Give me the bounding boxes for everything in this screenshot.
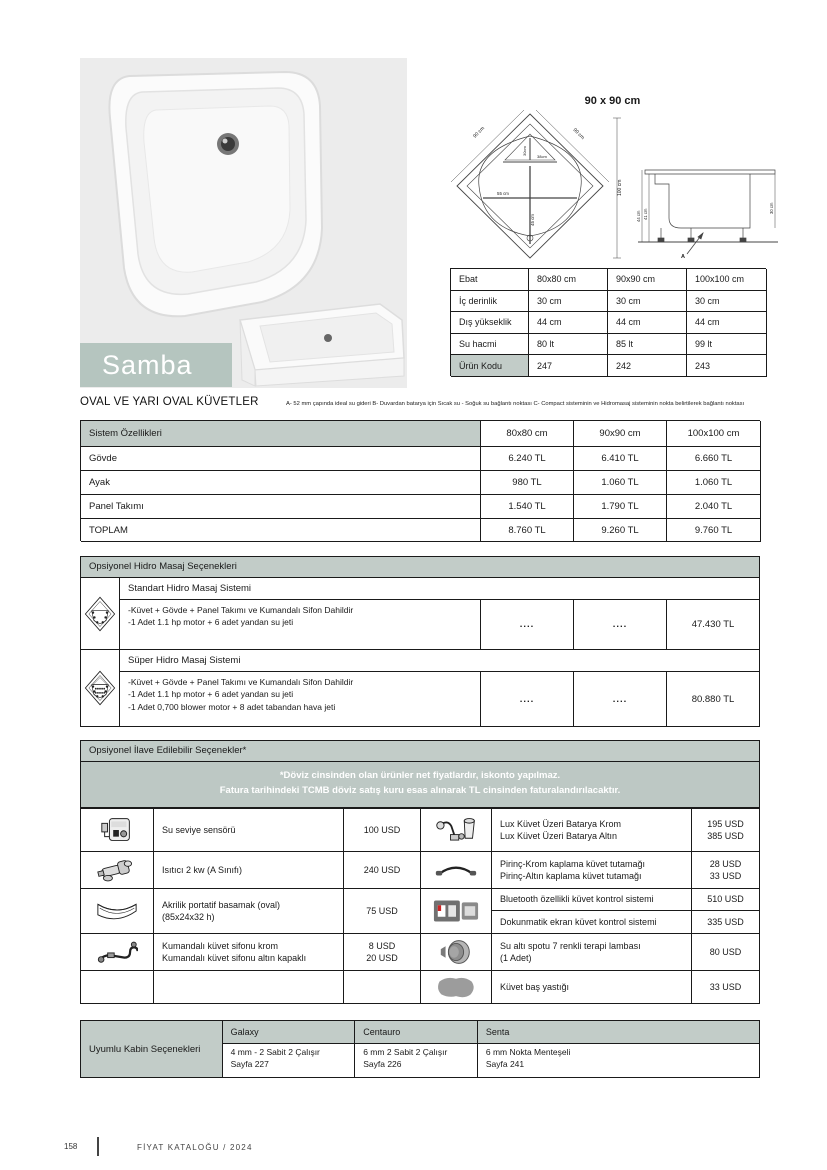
extras-table-right [420,808,760,1004]
dim-height: 100 cm [617,179,623,196]
spec-table [450,268,766,376]
extras-price-line: 240 USD [363,864,401,875]
extras-price [344,852,421,889]
price-table-header: Sistem Özellikleri [81,421,481,447]
legend-note: A- 52 mm çapında ideal su gideri B- Duvardan batarya için Sıcak su - Soğuk su bağlantı noktası C- Compact sisteminin ve Hidromasaj sisteminin nokta belirtilerek bağlantı noktası [286,401,745,407]
cabins-section-title: Uyumlu Kabin Seçenekleri [81,1021,223,1077]
page-number: 158 [64,1142,78,1151]
extras-price [692,971,760,1004]
spec-cell: 30 cm [529,291,608,313]
price-cell: 6.240 TL [481,447,574,471]
dim-side-right: 30 cm [769,202,774,214]
currency-note-line: Fatura tarihindeki TCMB döviz satış kuru esas alınarak TL cinsinden faturalandırılacaktır. [219,784,621,796]
extras-label-line: Kumandalı küvet sifonu krom [162,940,279,951]
extras-label-line: Pirinç-Altın kaplama küvet tutamağı [500,871,642,881]
dim-edge-left: 90 cm [472,125,487,140]
extras-label-line: (85x24x32 h) [162,912,215,922]
hydro-option-description [120,672,480,726]
standard-hydro-tub-icon [81,578,120,649]
spec-cell: 30 cm [608,291,687,313]
hydro-dots-cell: .... [480,672,573,726]
cabin-name: Senta [478,1021,759,1044]
price-cell: 1.790 TL [574,495,667,519]
extras-price-line: 100 USD [363,824,401,835]
cabin-page-ref: Sayfa 227 [230,1058,269,1069]
extras-price [344,934,421,971]
extras-item-label [492,934,692,971]
spec-label: Ebat [451,269,529,291]
price-cell: 980 TL [481,471,574,495]
extras-label-line: Isıtıcı 2 kw (A Sınıfı) [162,864,243,875]
extras-table-left [80,808,420,1004]
hydro-options-table [80,578,760,727]
extras-item-label [154,852,344,889]
spec-cell: 30 cm [687,291,767,313]
hydro-option-description [120,600,480,649]
extras-item-label [154,809,344,852]
extras-empty-cell [81,971,154,1004]
spec-cell: 44 cm [529,312,608,334]
extras-item-label [154,934,344,971]
extras-price-line: 28 USD [709,858,742,869]
cabin-spec [355,1044,477,1077]
spec-cell: 99 lt [687,334,767,356]
extras-price-line: 510 USD [707,894,744,905]
extras-label-line: Kumandalı küvet sifonu altın kapaklı [162,953,307,963]
dim-inner-h: 55 cm [497,191,509,196]
corner-bathtub-photo [80,58,407,388]
price-cell: 2.040 TL [667,495,761,519]
currency-note [80,762,760,808]
footer-divider [97,1137,99,1156]
price-row-label: Ayak [81,471,481,495]
hydro-desc-line: -Küvet + Gövde + Panel Takımı ve Kumandalı Sifon Dahildir [128,605,354,615]
cabin-spec-line: 4 mm - 2 Sabit 2 Çalışır [230,1047,320,1057]
price-cell: 8.760 TL [481,519,574,542]
extras-price [692,889,760,911]
extras-price [344,809,421,852]
price-table [80,420,760,541]
extras-label-line: Su seviye sensörü [162,824,236,835]
price-row-label: Panel Takımı [81,495,481,519]
spec-cell: 44 cm [687,312,767,334]
extras-price-line: 385 USD [707,831,744,841]
hydro-dots-cell: .... [480,600,573,649]
extras-item-label [492,889,692,911]
extras-price-line: 8 USD [368,940,396,951]
extras-item-label [492,911,692,934]
price-cell: 9.260 TL [574,519,667,542]
hydro-price-cell: 47.430 TL [666,600,759,649]
hydro-price-cell: 80.880 TL [666,672,759,726]
spec-label: İç derinlik [451,291,529,313]
hydro-option-super [81,650,759,726]
extras-empty-cell [344,971,421,1004]
headrest-pillow-icon [420,971,492,1004]
hydro-option-name: Standart Hidro Masaj Sistemi [120,578,759,600]
size-column-header: 80x80 cm [481,421,574,447]
extras-item-label [492,971,692,1004]
extras-item-label [492,809,692,852]
size-column-header: 100x100 cm [667,421,761,447]
extras-price-line: 33 USD [709,981,742,992]
hydro-option-name: Süper Hidro Masaj Sistemi [120,650,759,672]
extras-label-line: Su altı spotu 7 renkli terapi lambası [500,940,641,951]
extras-empty-cell [154,971,344,1004]
dim-inner-v: 45 cm [530,214,535,226]
extras-price-line: 75 USD [366,905,398,916]
spec-cell: 247 [529,355,608,377]
drain-arrow-label: A [681,254,685,260]
cabin-column-centauro [355,1021,478,1077]
extras-label-line: Küvet baş yastığı [500,981,570,992]
hydro-section-title: Opsiyonel Hidro Masaj Seçenekleri [80,556,760,578]
price-cell: 1.540 TL [481,495,574,519]
spec-label: Dış yükseklik [451,312,529,334]
heater-icon [81,852,154,889]
cabin-spec-line: 6 mm 2 Sabit 2 Çalışır [363,1047,448,1057]
spec-cell: 80 lt [529,334,608,356]
technical-drawing [445,110,780,262]
price-cell: 1.060 TL [574,471,667,495]
extras-item-label [154,889,344,934]
extras-label-line: Pirinç-Krom kaplama küvet tutamağı [500,858,646,869]
spec-cell: 90x90 cm [608,269,687,291]
product-photo-area [80,58,407,388]
tub-siphon-icon [81,934,154,971]
dim-inner-top-w: 38cm [537,154,547,159]
spec-cell: 243 [687,355,767,377]
hydro-dots-cell: .... [573,600,666,649]
category-heading: OVAL VE YARI OVAL KÜVETLER [80,396,259,408]
price-cell: 6.660 TL [667,447,761,471]
hydro-desc-line: -Küvet + Gövde + Panel Takımı ve Kumandalı Sifon Dahildir [128,677,354,687]
price-cell: 1.060 TL [667,471,761,495]
underwater-spot-icon [420,934,492,971]
extras-price [692,911,760,934]
extras-label-line: (1 Adet) [500,953,532,963]
cabins-table [80,1020,760,1078]
currency-note-line: *Döviz cinsinden olan ürünler net fiyatlardır, iskonto yapılmaz. [279,770,561,781]
super-hydro-tub-icon [81,650,120,726]
price-cell: 6.410 TL [574,447,667,471]
extras-price [692,852,760,889]
spec-cell: 44 cm [608,312,687,334]
spec-cell: 242 [608,355,687,377]
extras-section-title: Opsiyonel İlave Edilebilir Seçenekler* [80,740,760,762]
dim-side-inner: 41 cm [643,208,648,220]
water-level-sensor-icon [81,809,154,852]
cabin-name: Galaxy [223,1021,355,1044]
extras-label-line: Akrilik portatif basamak (oval) [162,899,281,910]
extras-price-line: 80 USD [709,946,742,957]
hydro-dots-cell: .... [573,672,666,726]
cabin-spec [478,1044,759,1077]
extras-label-line: Lux Küvet Üzeri Batarya Altın [500,831,618,841]
dim-edge-right: 90 cm [571,127,586,142]
hydro-desc-line: -1 Adet 0,700 blower motor + 8 adet tabandan hava jeti [128,701,336,712]
cabin-column-galaxy [223,1021,356,1077]
extras-label-line: Bluetooth özellikli küvet kontrol sistemi [500,894,654,905]
extras-price-line: 195 USD [707,818,744,829]
portable-step-icon [81,889,154,934]
extras-item-label [492,852,692,889]
size-column-header: 90x90 cm [574,421,667,447]
extras-price [344,889,421,934]
hydro-option-standard [81,578,759,650]
hydro-desc-line: -1 Adet 1.1 hp motor + 6 adet yandan su jeti [128,689,294,700]
spec-cell: 80x80 cm [529,269,608,291]
extras-price-line: 33 USD [709,871,742,881]
drawing-title: 90 x 90 cm [584,95,641,107]
price-row-label-total: TOPLAM [81,519,481,542]
extras-price-line: 335 USD [707,916,744,927]
extras-label-line: Dokunmatik ekran küvet kontrol sistemi [500,916,657,927]
cabin-page-ref: Sayfa 226 [363,1058,402,1069]
spec-label-product-code: Ürün Kodu [451,355,529,377]
control-panel-icon [420,889,492,934]
product-name-label: Samba [80,343,232,387]
dim-inner-top-h: 30cm [522,146,527,156]
cabin-spec [223,1044,355,1077]
catalog-footer-label: FİYAT KATALOĞU / 2024 [137,1143,253,1152]
hydro-desc-line: -1 Adet 1.1 hp motor + 6 adet yandan su jeti [128,617,294,628]
extras-price-line: 20 USD [366,953,398,963]
grab-handle-icon [420,852,492,889]
cabin-page-ref: Sayfa 241 [485,1058,525,1069]
spec-cell: 100x100 cm [687,269,767,291]
extras-price [692,934,760,971]
extras-price [692,809,760,852]
extras-label-line: Lux Küvet Üzeri Batarya Krom [500,818,622,829]
spec-cell: 85 lt [608,334,687,356]
deck-faucet-icon [420,809,492,852]
price-row-label: Gövde [81,447,481,471]
cabin-spec-line: 6 mm Nokta Menteşeli [485,1047,571,1057]
price-cell: 9.760 TL [667,519,761,542]
dim-side-outer: 44 cm [636,210,641,222]
spec-label: Su hacmi [451,334,529,356]
cabin-name: Centauro [355,1021,477,1044]
cabin-column-senta [478,1021,759,1077]
